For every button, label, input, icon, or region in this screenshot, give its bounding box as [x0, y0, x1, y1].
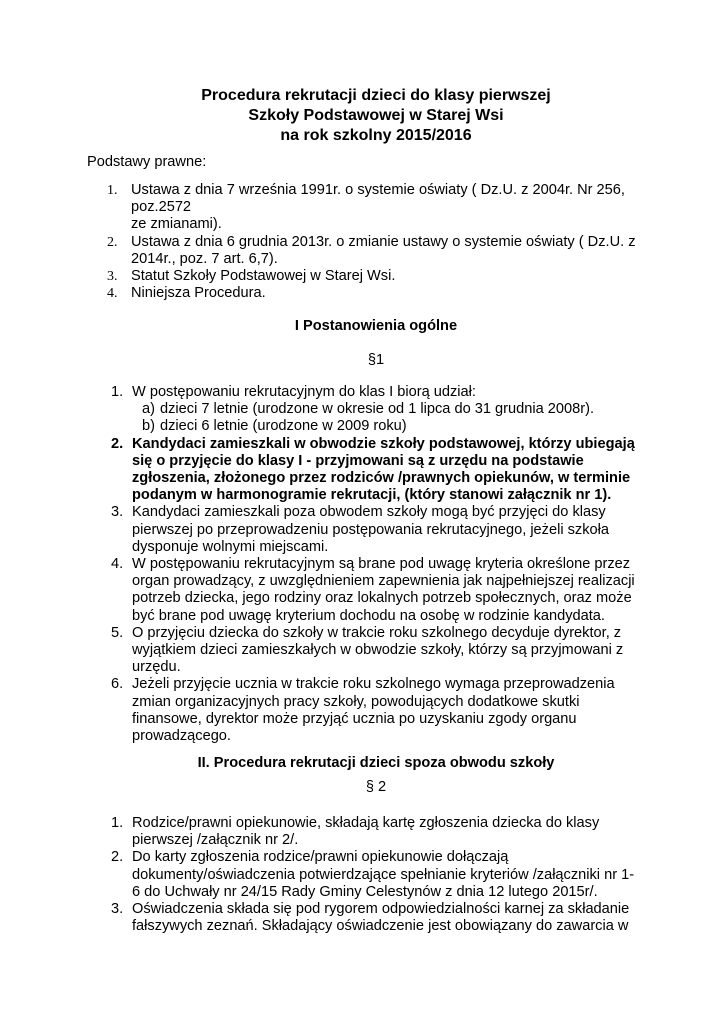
legal-basis-item: [107, 182, 667, 234]
item-number: 3.: [107, 269, 118, 285]
paragraph-mark-1: §1: [367, 352, 385, 368]
title-line-3: na rok szkolny 2015/2016: [280, 127, 472, 144]
item-number: 3.: [111, 901, 124, 918]
item-text-line: Do karty zgłoszenia rodzice/prawni opiekunowie dołączają: [132, 849, 509, 866]
list-item: [111, 384, 641, 401]
list-item: [111, 556, 641, 625]
section-1-list: [111, 384, 641, 745]
legal-basis-item: [107, 268, 667, 285]
document-title: [80, 86, 672, 146]
item-number: 4.: [111, 556, 124, 573]
sub-item-letter: a): [142, 401, 155, 418]
list-item: [111, 815, 641, 849]
item-text-line: być brane pod uwagę kryterium dochodu na osobę w rodzinie kandydata.: [132, 607, 605, 624]
item-text-line: 6 do Uchwały nr 24/15 Rady Gminy Celestynów z dnia 12 lutego 2015r/.: [132, 883, 598, 900]
item-text-line: Kandydaci zamieszkali poza obwodem szkoły mogą być przyjęci do klasy: [132, 504, 606, 521]
item-text-line: W postępowaniu rekrutacyjnym do klas I biorą udział:: [132, 384, 476, 400]
item-text-line: zmian organizacyjnych pracy szkoły, powodujących dodatkowe skutki: [132, 693, 580, 710]
section-1-heading: I Postanowienia ogólne: [294, 318, 458, 334]
item-number: 3.: [111, 504, 124, 521]
item-text-line: fałszywych zeznań. Składający oświadczenie jest obowiązany do zawarcia w: [132, 918, 629, 935]
list-item: [111, 625, 641, 677]
item-text-line: wyjątkiem dzieci zamieszkałych w obwodzie szkoły, którzy są przyjmowani z: [132, 642, 624, 659]
item-text-line: Ustawa z dnia 7 września 1991r. o systemie oświaty ( Dz.U. z 2004r. Nr 256,: [131, 182, 625, 198]
title-line-1: Procedura rekrutacji dzieci do klasy pierwszej: [201, 87, 551, 104]
list-item: [111, 849, 641, 901]
item-text-line: potrzeb dziecka, jego rodziny oraz lokalnych potrzeb społecznych, oraz może: [132, 590, 632, 607]
item-text-line: Ustawa z dnia 6 grudnia 2013r. o zmianie ustawy o systemie oświaty ( Dz.U. z: [131, 233, 636, 250]
legal-basis-item: [107, 234, 667, 268]
item-number: 2.: [111, 849, 124, 866]
item-text-line: Kandydaci zamieszkali w obwodzie szkoły podstawowej, którzy ubiegają: [132, 435, 635, 452]
item-number: 6.: [111, 676, 124, 693]
title-line-2: Szkoły Podstawowej w Starej Wsi: [248, 107, 504, 124]
item-text-line: Rodzice/prawni opiekunowie, składają kartę zgłoszenia dziecka do klasy: [132, 815, 600, 831]
list-item: [111, 676, 641, 745]
item-text-line: zgłoszenia, złożonego przez rodziców /prawnych opiekunów, w terminie: [132, 470, 631, 487]
item-number: 1.: [111, 384, 124, 400]
item-text-line: Oświadczenia składa się pod rygorem odpowiedzialności karnej za składanie: [132, 901, 630, 918]
legal-basis-label: Podstawy prawne:: [87, 154, 207, 170]
item-text-line: Niniejsza Procedura.: [131, 285, 266, 302]
section-2-heading: II. Procedura rekrutacji dzieci spoza obwodu szkoły: [197, 755, 555, 771]
item-number: 1.: [107, 183, 118, 198]
list-item: [111, 436, 641, 505]
list-item: [111, 504, 641, 556]
item-text-line: dysponuje wolnymi miejscami.: [132, 538, 329, 555]
item-text-line: podanym w harmonogramie rekrutacji, (który stanowi załącznik nr 1).: [132, 487, 612, 504]
item-text-line: pierwszej po przeprowadzeniu postępowania rekrutacyjnego, jeżeli szkoła: [132, 521, 609, 538]
item-number: 5.: [111, 624, 124, 641]
item-number: 2.: [111, 435, 124, 452]
list-item: [111, 901, 641, 935]
item-text-line: pierwszej /załącznik nr 2/.: [132, 832, 299, 849]
sub-item-letter: b): [142, 418, 155, 435]
legal-basis-item: [107, 285, 667, 302]
item-number: 4.: [107, 286, 118, 302]
item-text-line: ze zmianami).: [131, 216, 222, 233]
section-2-list: [111, 815, 641, 935]
item-text-line: dokumenty/oświadczenia potwierdzające spełnianie kryteriów /załączniki nr 1-: [132, 866, 635, 883]
paragraph-mark-2: § 2: [365, 779, 387, 795]
item-text-line: Jeżeli przyjęcie ucznia w trakcie roku szkolnego wymaga przeprowadzenia: [132, 676, 615, 693]
item-text-line: Statut Szkoły Podstawowej w Starej Wsi.: [131, 268, 396, 285]
item-text-line: prowadzącego.: [132, 728, 231, 745]
item-text-line: się o przyjęcie do klasy I - przyjmowani są z urzędu na podstawie: [132, 452, 584, 469]
sub-item: [142, 401, 641, 418]
item-text-line: O przyjęciu dziecka do szkoły w trakcie roku szkolnego decyduje dyrektor, z: [132, 624, 622, 641]
item-text-line: organ prowadzący, z uwzględnieniem zapewnienia jak najpełniejszej realizacji: [132, 573, 635, 590]
sub-item: [142, 418, 641, 435]
item-text-line: poz.2572: [131, 199, 192, 216]
item-text-line: urzędu.: [132, 659, 181, 676]
item-text-line: W postępowaniu rekrutacyjnym są brane pod uwagę kryteria określone przez: [132, 556, 631, 573]
sub-item-text: dzieci 7 letnie (urodzone w okresie od 1 lipca do 31 grudnia 2008r).: [160, 401, 595, 418]
item-number: 1.: [111, 815, 124, 831]
item-text-line: 2014r., poz. 7 art. 6,7).: [131, 250, 278, 267]
item-text-line: finansowe, dyrektor może przyjąć ucznia po uzyskaniu zgody organu: [132, 710, 577, 727]
item-number: 2.: [107, 234, 118, 250]
sub-item-text: dzieci 6 letnie (urodzone w 2009 roku): [160, 418, 407, 435]
legal-basis-list: [107, 182, 667, 302]
